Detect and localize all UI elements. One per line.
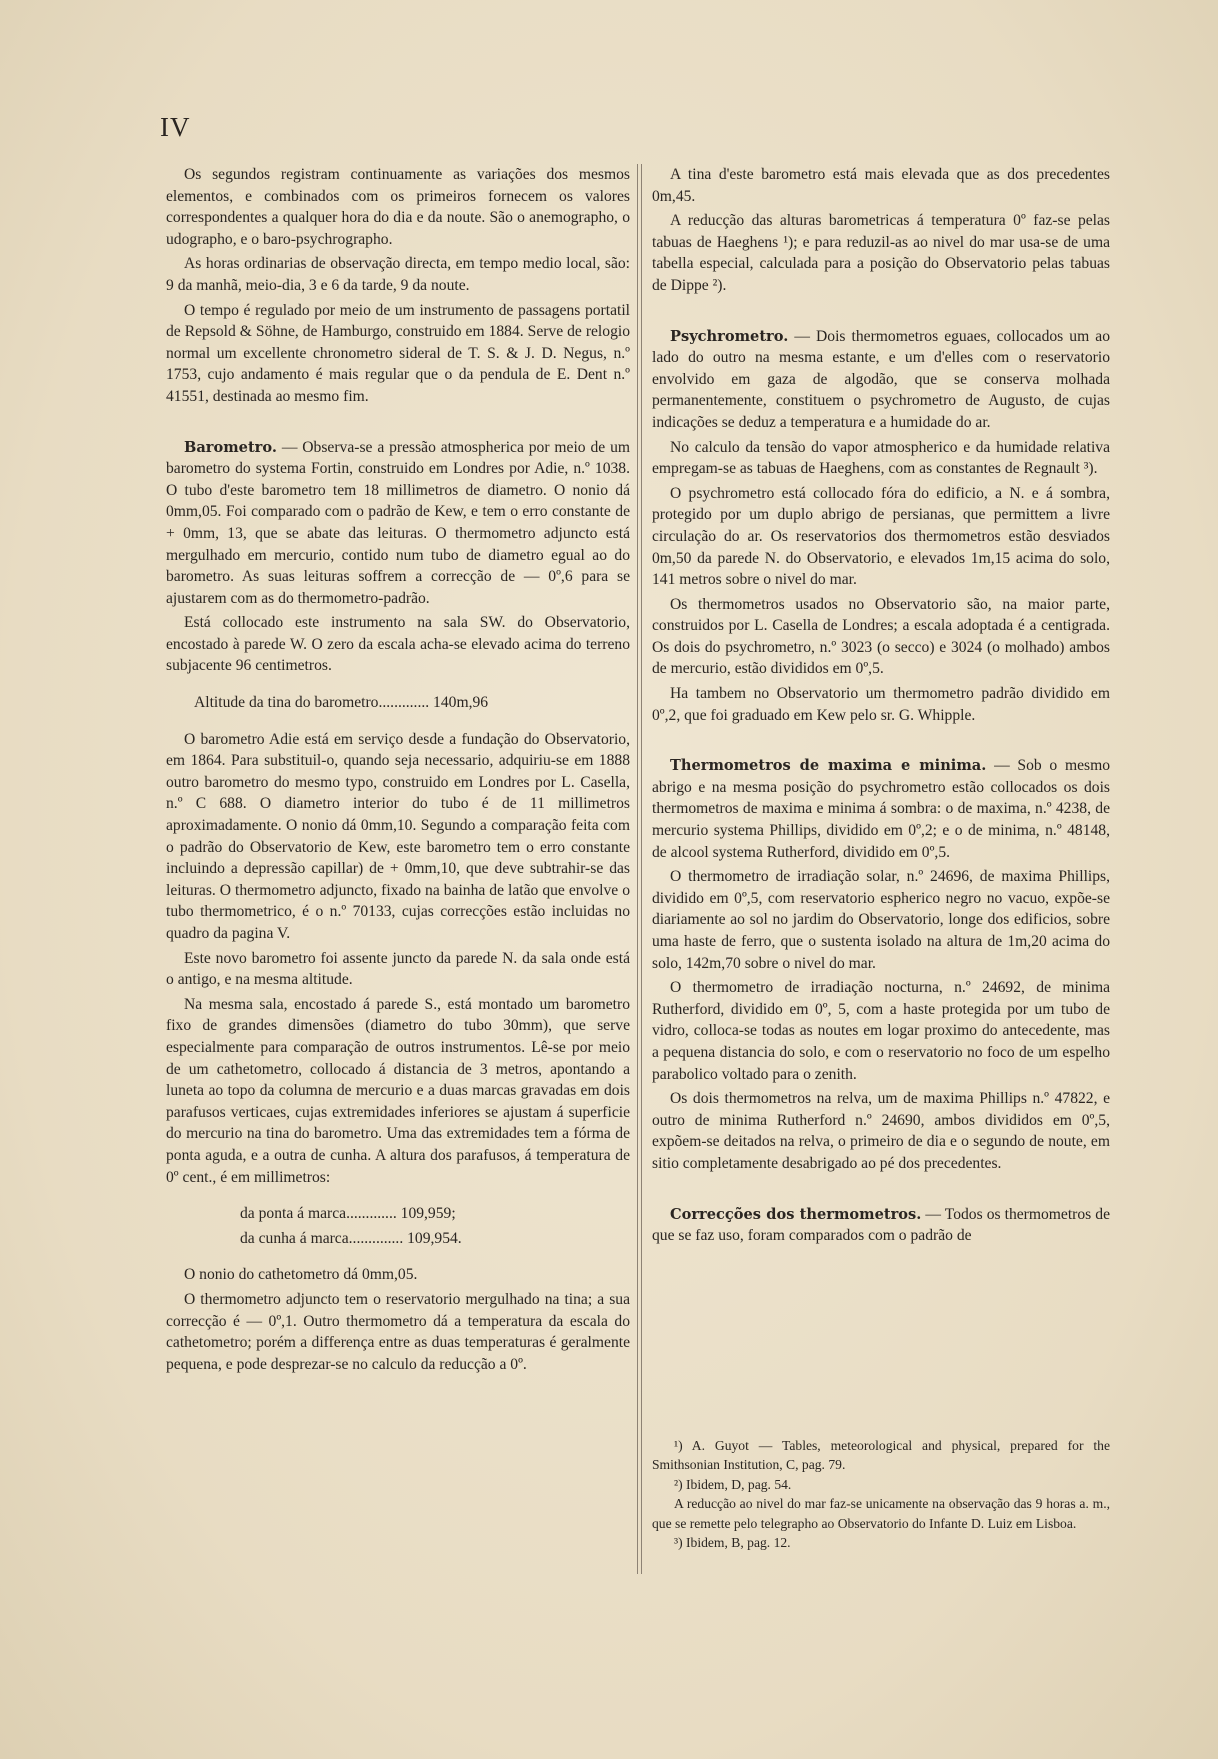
paragraph: No calculo da tensão do vapor atmospherico e da humidade relativa empregam-se as tabuas de Haeghens, com as constantes de Regnault ³). (652, 438, 1110, 478)
section-heading: Psychrometro. (670, 327, 789, 345)
paragraph: Está collocado este instrumento na sala SW. do Observatorio, encostado à parede W. O zero da escala acha-se elevado acima do terreno subjacente 96 centimetros. (166, 614, 630, 675)
paragraph: Ha tambem no Observatorio um thermometro padrão dividido em 0º,2, que foi graduado em Kew pelo sr. G. Whipple. (652, 685, 1110, 724)
section-text: — Observa-se a pressão atmospherica por meio de um barometro do systema Fortin, construido em Londres por Adie, n.º 1038. O tubo d'este barometro tem 18 millimetros de diametro. O nonio dá 0mm,05. Foi comparado com o padrão de Kew, e tem o erro constante de + 0mm, 13, que se abate das leituras. O thermometro adjuncto está mergulhado em mercurio, contido num tubo de diametro egual ao do barometro. As suas leituras soffrem a correcção de — 0º,6 para se ajustarem com as do thermometro-padrão. (166, 438, 630, 607)
spacer (166, 411, 630, 437)
paragraph: O barometro Adie está em serviço desde a fundação do Observatorio, em 1864. Para substituil-o, quando seja necessario, adquiriu-se em 1888 outro barometro do mesmo typo, construido em Londres por L. Casella, n.º C 688. O diametro interior do tubo é de 11 millimetros aproximadamente. O nonio dá 0mm,10. Segundo a comparação feita com o padrão do Observatorio de Kew, este barometro tem o erro constante incluindo a depressão capillar) de + 0mm,10, que deve subtrahir-se das leituras. O thermometro adjuncto, fixado na bainha de latão que envolve o tubo thermometrico, é o n.º 70133, cujas correcções estão incluidas no quadro da pagina V. (166, 730, 630, 942)
spacer (166, 1252, 630, 1264)
section-psychrometro (652, 326, 1110, 434)
section-text: — Dois thermometros eguaes, collocados um ao lado do outro na mesma estante, e um d'elles com o reservatorio envolvido em gaza de algodão, que se conserva molhada permanentemente, constituem o psychrometro de Augusto, de cujas indicações se deduz a temperatura e a humidade do ar. (652, 327, 1110, 431)
paragraph: O thermometro de irradiação solar, n.º 24696, de maxima Phillips, dividido em 0º,5, com reservatorio espherico negro no vacuo, expõe-se diariamente ao sol no jardim do Observatorio, longe dos edificios, sobre uma haste de ferro, que o sustenta isolado na altura de 1m,20 acima do solo, 142m,70 sobre o nivel do mar. (652, 868, 1110, 972)
page-number: IV (160, 112, 191, 142)
measurement-line: da ponta á marca............. 109,959; (240, 1205, 456, 1223)
spacer (166, 680, 630, 692)
section-text: — Sob o mesmo abrigo e na mesma posição do psychrometro estão collocados os dois thermometros de maxima e minima á sombra: o de maxima, n.º 4238, de mercurio systema Phillips, dividido em 0º,2; e o de minima, n.º 48148, de alcool systema Rutherford, dividido em 0º,5. (652, 757, 1111, 861)
spacer (652, 300, 1110, 326)
paragraph: Os thermometros usados no Observatorio são, na maior parte, construidos por L. Casella de Londres; a escala adoptada é a centigrada. Os dois do psychrometro, n.º 3023 (o secco) e 3024 (o molhado) ambos de mercurio, estão divididos em 0º,5. (652, 595, 1110, 678)
footnote-3: ³) Ibidem, B, pag. 12. (674, 1535, 791, 1551)
footnote-2-note: A reducção ao nivel do mar faz-se unicamente na observação das 9 horas a. m., que se remette pelo telegrapho ao Observatorio do Infante D. Luiz em Lisboa. (652, 1496, 1110, 1531)
paragraph: O thermometro de irradiação nocturna, n.º 24692, de minima Rutherford, dividido em 0º, 5, com a haste protegida por um tubo de vidro, colloca-se todas as noutes em logar proximo do antecedente, mas a pequena distancia do solo, e com o reservatorio no foco de um espelho parabolico voltado para o zenith. (652, 979, 1110, 1083)
paragraph: O psychrometro está collocado fóra do edificio, a N. e á sombra, protegido por um duplo abrigo de persianas, que permittem a livre circulação do ar. Os reservatorios dos thermometros estão desviados 0m,50 da parede N. do Observatorio, e elevados 1m,15 acima do solo, 141 metros sobre o nivel do mar. (652, 484, 1110, 589)
paragraph: O thermometro adjuncto tem o reservatorio mergulhado na tina; a sua correcção é — 0º,1. Outro thermometro dá a temperatura da escala do cathetometro; porém a differença entre as duas temperaturas é geralmente pequena, e pode desprezar-se no calculo da reducção a 0º. (166, 1290, 630, 1373)
spacer (166, 717, 630, 729)
left-column (166, 164, 630, 1378)
spacer (166, 1191, 630, 1203)
altitude-line: Altitude da tina do barometro............. 140m,96 (194, 694, 489, 712)
spacer (652, 729, 1110, 755)
footnote-1: ¹) A. Guyot — Tables, meteorological and physical, prepared for the Smithsonian Institution, C, pag. 79. (652, 1438, 1110, 1473)
spacer (652, 1178, 1110, 1204)
paragraph: O tempo é regulado por meio de um instrumento de passagens portatil de Repsold & Söhne, de Hamburgo, construido em 1884. Serve de relogio normal um excellente chronometro sideral de T. S. & J. D. Negus, n.º 1753, cujo andamento é mais regular que o da pendula de E. Dent n.º 41551, destinada ao mesmo fim. (166, 301, 630, 405)
paragraph: Este novo barometro foi assente juncto da parede N. da sala onde está o antigo, e na mesma altitude. (166, 949, 630, 989)
section-heading: Barometro. (184, 438, 277, 456)
section-barometro (166, 437, 630, 610)
measurement-line: da cunha á marca.............. 109,954. (240, 1229, 462, 1247)
section-thermometros (652, 755, 1110, 863)
paragraph: A reducção das alturas barometricas á temperatura 0º faz-se pelas tabuas de Haeghens ¹); e para reduzil-as ao nivel do mar usa-se de uma tabella especial, calculada para a posição do Observatorio pelas tabuas de Dippe ²). (652, 212, 1110, 294)
column-divider (637, 164, 638, 1574)
paragraph: O nonio do cathetometro dá 0mm,05. (184, 1266, 418, 1284)
paragraph: Os segundos registram continuamente as variações dos mesmos elementos, e combinados com os primeiros fornecem os valores correspondentes a qualquer hora do dia e da noute. São o anemographo, o udographo, e o baro-psychrographo. (166, 166, 630, 248)
footnote-2: ²) Ibidem, D, pag. 54. (674, 1476, 792, 1492)
right-column (652, 164, 1110, 1250)
section-correccoes (652, 1204, 1110, 1247)
footnotes (652, 1436, 1110, 1552)
section-text: — Todos os thermometros de que se faz uso, foram comparados com o padrão de (652, 1205, 1110, 1245)
paragraph: A tina d'este barometro está mais elevada que as dos precedentes 0m,45. (652, 166, 1110, 205)
section-heading: Correcções dos thermometros. (670, 1205, 922, 1223)
column-divider (641, 164, 642, 1574)
section-heading: Thermometros de maxima e minima. (670, 757, 987, 775)
paragraph: As horas ordinarias de observação directa, em tempo medio local, são: 9 da manhã, meio-dia, 3 e 6 da tarde, 9 da noute. (166, 255, 630, 294)
paragraph: Na mesma sala, encostado á parede S., está montado um barometro fixo de grandes dimensões (diametro do tubo 30mm), que serve especialmente para comparação de outros instrumentos. Lê-se por meio de um cathetometro, collocado á distancia de 3 metros, apontando a luneta ao topo da columna de mercurio e a duas marcas gravadas em dois parafusos verticaes, cujas extremidades inferiores se ajustam á superficie do mercurio na tina do barometro. Uma das extremidades tem a fórma de ponta aguda, e a outra de cunha. A altura dos parafusos, á temperatura de 0º cent., é em millimetros: (166, 995, 630, 1186)
paragraph: Os dois thermometros na relva, um de maxima Phillips n.º 47822, e outro de minima Rutherford n.º 24690, ambos divididos em 0º,5, expõem-se deitados na relva, o primeiro de dia e o segundo de noute, em sitio completamente desabrigado ao pé dos precedentes. (652, 1090, 1110, 1172)
